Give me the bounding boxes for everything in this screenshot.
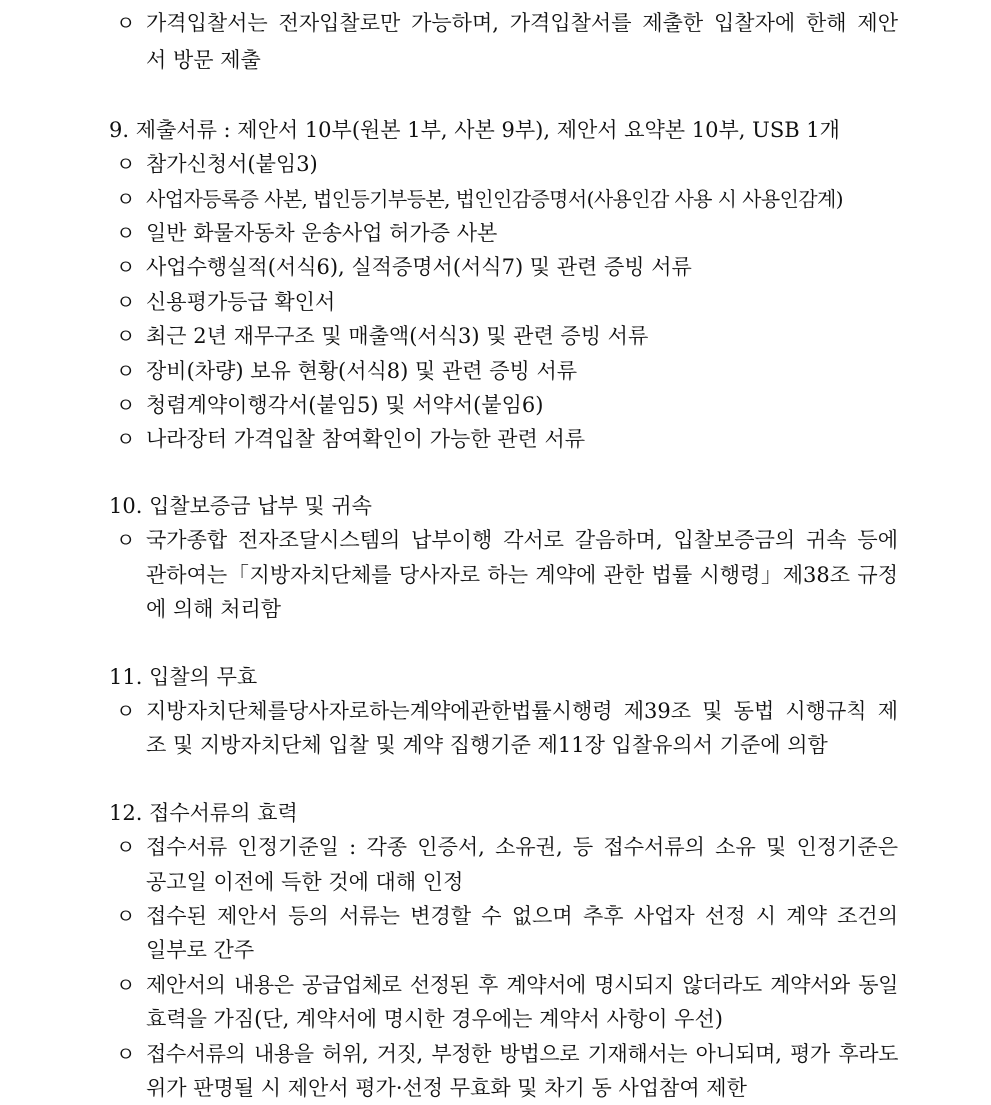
- bullet-marker: ㅇ: [116, 152, 136, 176]
- bullet-marker: ㅇ: [116, 255, 136, 279]
- section-9-heading: 9. 제출서류 : 제안서 10부(원본 1부, 사본 9부), 제안서 요약본 10부, USB 1개: [109, 118, 840, 142]
- bullet-marker: ㅇ: [116, 528, 136, 552]
- bullet-marker: ㅇ: [116, 290, 136, 314]
- section-12-item-1-line-1: 접수서류 인정기준일 : 각종 인증서, 소유권, 등 접수서류의 소유 및 인정기준은: [146, 835, 898, 859]
- section-11-line-1: 지방자치단체를당사자로하는계약에관한법률시행령 제39조 및 동법 시행규칙 제: [146, 699, 898, 723]
- section-9-item: 신용평가등급 확인서: [146, 290, 336, 314]
- section-9-item: 장비(차량) 보유 현황(서식8) 및 관련 증빙 서류: [146, 359, 578, 383]
- bullet-marker: ㅇ: [116, 393, 136, 417]
- section-9-item: 참가신청서(붙임3): [146, 152, 318, 176]
- bullet-marker: ㅇ: [116, 221, 136, 245]
- intro-line-1: 가격입찰서는 전자입찰로만 가능하며, 가격입찰서를 제출한 입찰자에 한해 제안: [146, 11, 898, 35]
- bullet-marker: ㅇ: [116, 11, 136, 35]
- bullet-marker: ㅇ: [116, 427, 136, 451]
- section-12-item-4-line-2: 위가 판명될 시 제안서 평가·선정 무효화 및 차기 동 사업참여 제한: [146, 1076, 747, 1100]
- section-11-heading: 11. 입찰의 무효: [109, 665, 258, 689]
- section-12-item-2-line-2: 일부로 간주: [146, 938, 255, 962]
- bullet-marker: ㅇ: [116, 904, 136, 928]
- section-10-heading: 10. 입찰보증금 납부 및 귀속: [109, 494, 372, 518]
- section-11-line-2: 조 및 지방자치단체 입찰 및 계약 집행기준 제11장 입찰유의서 기준에 의함: [146, 733, 828, 757]
- section-12-item-1-line-2: 공고일 이전에 득한 것에 대해 인정: [146, 870, 464, 894]
- section-9-item: 사업자등록증 사본, 법인등기부등본, 법인인감증명서(사용인감 사용 시 사용인감계): [146, 187, 843, 211]
- bullet-marker: ㅇ: [116, 699, 136, 723]
- intro-line-2: 서 방문 제출: [146, 48, 261, 72]
- bullet-marker: ㅇ: [116, 324, 136, 348]
- section-12-item-4-line-1: 접수서류의 내용을 허위, 거짓, 부정한 방법으로 기재해서는 아니되며, 평가 후라도: [146, 1042, 898, 1066]
- section-12-item-3-line-1: 제안서의 내용은 공급업체로 선정된 후 계약서에 명시되지 않더라도 계약서와 동일: [146, 973, 898, 997]
- section-12-item-3-line-2: 효력을 가짐(단, 계약서에 명시한 경우에는 계약서 사항이 우선): [146, 1007, 723, 1031]
- section-10-line-2: 관하여는「지방자치단체를 당사자로 하는 계약에 관한 법률 시행령」제38조 규정: [146, 563, 898, 587]
- bullet-marker: ㅇ: [116, 835, 136, 859]
- bullet-marker: ㅇ: [116, 359, 136, 383]
- bullet-marker: ㅇ: [116, 1042, 136, 1066]
- section-10-line-3: 에 의해 처리함: [146, 597, 282, 621]
- section-9-item: 청렴계약이행각서(붙임5) 및 서약서(붙임6): [146, 393, 544, 417]
- section-10-line-1: 국가종합 전자조달시스템의 납부이행 각서로 갈음하며, 입찰보증금의 귀속 등에: [146, 528, 898, 552]
- section-9-item: 최근 2년 재무구조 및 매출액(서식3) 및 관련 증빙 서류: [146, 324, 649, 348]
- section-9-item: 사업수행실적(서식6), 실적증명서(서식7) 및 관련 증빙 서류: [146, 255, 692, 279]
- section-12-heading: 12. 접수서류의 효력: [109, 801, 298, 825]
- bullet-marker: ㅇ: [116, 973, 136, 997]
- section-9-item: 일반 화물자동차 운송사업 허가증 사본: [146, 221, 498, 245]
- section-9-item: 나라장터 가격입찰 참여확인이 가능한 관련 서류: [146, 427, 586, 451]
- section-12-item-2-line-1: 접수된 제안서 등의 서류는 변경할 수 없으며 추후 사업자 선정 시 계약 조건의: [146, 904, 898, 928]
- bullet-marker: ㅇ: [116, 187, 136, 211]
